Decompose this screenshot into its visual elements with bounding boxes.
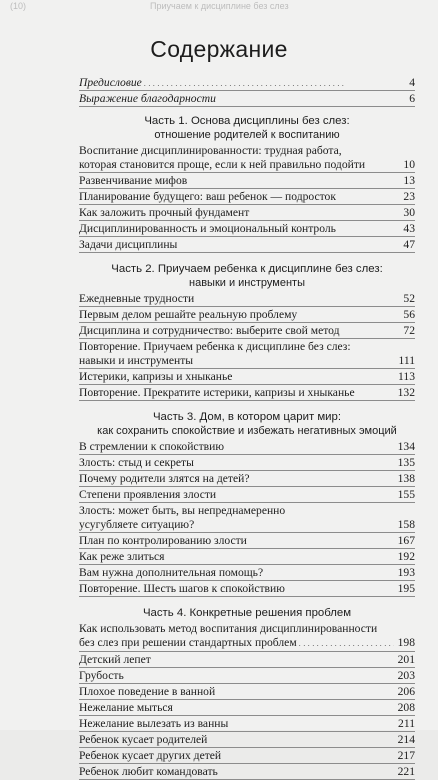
toc-entry[interactable] <box>79 143 415 173</box>
toc-entry-page: 43 <box>403 222 415 235</box>
toc-entry-page: 206 <box>397 685 415 698</box>
toc-entry[interactable] <box>79 621 415 652</box>
toc-entry-label: Как реже злиться <box>79 550 165 563</box>
toc-entry-page: 195 <box>397 582 415 595</box>
part-heading <box>79 114 415 142</box>
toc-entry-label: Дисциплина и сотрудничество: выберите свой метод <box>79 324 340 337</box>
toc-entry[interactable] <box>79 471 415 487</box>
toc-entry-label-line2: которая становится проще, если к ней правильно подойти <box>79 158 366 171</box>
part-heading-subtitle: отношение родителей к воспитанию <box>154 129 340 141</box>
toc-entry-page: 138 <box>397 472 415 485</box>
toc-entry-page: 158 <box>397 518 415 531</box>
toc-entry-label: Предисловие . . . <box>79 76 405 91</box>
toc-entry-page: 132 <box>397 386 415 399</box>
toc-entry-line2 <box>79 354 415 368</box>
toc-entry-label: В стремлении к спокойствию <box>79 440 224 453</box>
toc-entry-label-line2: без слез при решении стандартных проблем . . . <box>79 636 394 651</box>
part-heading-subtitle: навыки и инструменты <box>189 277 305 289</box>
toc-entry[interactable] <box>79 748 415 764</box>
toc-entry[interactable] <box>79 173 415 189</box>
toc-entry-label: Повторение. Шесть шагов к спокойствию <box>79 582 285 595</box>
toc-entry-page: 217 <box>397 749 415 762</box>
toc-entry[interactable] <box>79 323 415 339</box>
toc-entry[interactable] <box>79 205 415 221</box>
part-heading-title: Часть 4. Конкретные решения проблем <box>142 607 352 619</box>
toc-entry-page: 13 <box>403 174 415 187</box>
toc-entry-label: Выражение благодарности <box>79 92 216 105</box>
toc-entry-label: Грубость <box>79 669 124 682</box>
toc-entry-label-line1: Как использовать метод воспитания дисциплинированности <box>79 622 378 635</box>
toc-entry-label: Задачи дисциплины <box>79 238 178 251</box>
toc-entry-label: Нежелание вылезать из ванны <box>79 717 229 730</box>
toc-entry-label-line1: Воспитание дисциплинированности: трудная работа, <box>79 144 342 157</box>
toc-entry-label: Ребенок кусает родителей <box>79 733 208 746</box>
toc-entry-page: 193 <box>397 566 415 579</box>
toc-entry[interactable] <box>79 385 415 401</box>
toc-entry-line2 <box>79 636 415 651</box>
toc-entry-label: Степени проявления злости <box>79 488 217 501</box>
toc-entry-label: Детский лепет <box>79 653 151 666</box>
toc-entry-label: Повторение. Прекратите истерики, капризы и хныканье <box>79 386 355 399</box>
toc-entry[interactable] <box>79 684 415 700</box>
toc-entry-page: 72 <box>403 324 415 337</box>
toc-entry-page: 211 <box>398 717 415 730</box>
toc-entry[interactable] <box>79 503 415 533</box>
toc-entry-page: 56 <box>403 308 415 321</box>
toc-entry-page: 201 <box>397 653 415 666</box>
toc-entry-page: 203 <box>397 669 415 682</box>
toc-entry-label: Развенчивание мифов <box>79 174 188 187</box>
page-title: Содержание <box>150 36 288 62</box>
toc-entry[interactable] <box>79 455 415 471</box>
toc-entry[interactable] <box>79 189 415 205</box>
toc-entry[interactable] <box>79 700 415 716</box>
toc-entry-page: 214 <box>397 733 415 746</box>
toc-entry[interactable] <box>79 652 415 668</box>
toc-entry-page: 30 <box>403 206 415 219</box>
toc-entry-page: 198 <box>397 636 415 649</box>
toc-entry-line2 <box>79 158 415 172</box>
toc-entry-label: Дисциплинированность и эмоциональный контроль <box>79 222 336 235</box>
part-heading-title: Часть 2. Приучаем ребенка к дисциплине без слез: <box>111 263 383 275</box>
toc-entry[interactable] <box>79 668 415 684</box>
toc-entry-page: 192 <box>397 550 415 563</box>
toc-entry-page: 208 <box>397 701 415 714</box>
toc-entry[interactable] <box>79 764 415 780</box>
toc-entry[interactable] <box>79 75 415 91</box>
toc-entry-label: Почему родители злятся на детей? <box>79 472 250 485</box>
toc-entry-page: 155 <box>397 488 415 501</box>
toc-entry[interactable] <box>79 533 415 549</box>
toc-entry-page: 135 <box>397 456 415 469</box>
toc-entry-line2 <box>79 518 415 532</box>
part-heading <box>79 262 415 290</box>
toc-entry-label-line2: навыки и инструменты <box>79 354 194 367</box>
toc-entry-label-line2: усугубляете ситуацию? <box>79 518 195 531</box>
part-heading-title: Часть 3. Дом, в котором царит мир: <box>152 411 342 423</box>
part-heading <box>79 606 415 620</box>
toc-entry[interactable] <box>79 91 415 107</box>
toc-entry-label-line1: Злость: может быть, вы непреднамеренно <box>79 504 286 517</box>
toc-entry-label: Ребенок кусает других детей <box>79 749 222 762</box>
toc-entry-page: 52 <box>403 292 415 305</box>
toc-entry-page: 221 <box>397 765 415 778</box>
part-heading <box>79 410 415 438</box>
toc-entry-label: Истерики, капризы и хныканье <box>79 370 233 383</box>
toc-entry[interactable] <box>79 291 415 307</box>
toc-entry-label: Первым делом решайте реальную проблему <box>79 308 298 321</box>
toc-entry-label: Как заложить прочный фундамент <box>79 206 250 219</box>
toc-entry-label: Злость: стыд и секреты <box>79 456 194 469</box>
toc-entry-page: 113 <box>398 370 415 383</box>
toc-entry[interactable] <box>79 439 415 455</box>
toc-entry-page: 4 <box>409 76 415 89</box>
toc-entry-label: План по контролированию злости <box>79 534 247 547</box>
toc-entry-label: Нежелание мыться <box>79 701 173 714</box>
part-heading-subtitle: как сохранить спокойствие и избежать негативных эмоций <box>97 425 397 437</box>
toc-entry[interactable] <box>79 307 415 323</box>
toc-entry-label-line1: Повторение. Приучаем ребенка к дисциплине без слез: <box>79 340 351 353</box>
running-head <box>0 0 438 12</box>
toc-entry[interactable] <box>79 487 415 503</box>
part-heading-title: Часть 1. Основа дисциплины без слез: <box>144 115 350 127</box>
table-of-contents <box>79 75 415 780</box>
toc-entry-page: 23 <box>403 190 415 203</box>
toc-entry-page: 47 <box>403 238 415 251</box>
toc-entry-page: 6 <box>409 92 415 105</box>
toc-entry[interactable] <box>79 221 415 237</box>
toc-entry-page: 167 <box>397 534 415 547</box>
toc-entry-label: Ребенок любит командовать <box>79 765 218 778</box>
toc-entry[interactable] <box>79 565 415 581</box>
toc-entry-label: Плохое поведение в ванной <box>79 685 216 698</box>
toc-entry-page: 134 <box>397 440 415 453</box>
toc-entry-page: 10 <box>403 158 415 171</box>
toc-entry[interactable] <box>79 732 415 748</box>
toc-entry[interactable] <box>79 581 415 597</box>
toc-entry-label: Планирование будущего: ваш ребенок — подросток <box>79 190 336 203</box>
toc-entry[interactable] <box>79 237 415 253</box>
running-head-page-number: (10) <box>10 1 27 11</box>
toc-entry-label: Вам нужна дополнительная помощь? <box>79 566 264 579</box>
running-head-text: Приучаем к дисциплине без слез <box>150 1 289 11</box>
toc-entry[interactable] <box>79 339 415 369</box>
toc-entry[interactable] <box>79 369 415 385</box>
toc-entry[interactable] <box>79 549 415 565</box>
toc-entry-page: 111 <box>398 354 415 367</box>
toc-entry-label: Ежедневные трудности <box>79 292 195 305</box>
